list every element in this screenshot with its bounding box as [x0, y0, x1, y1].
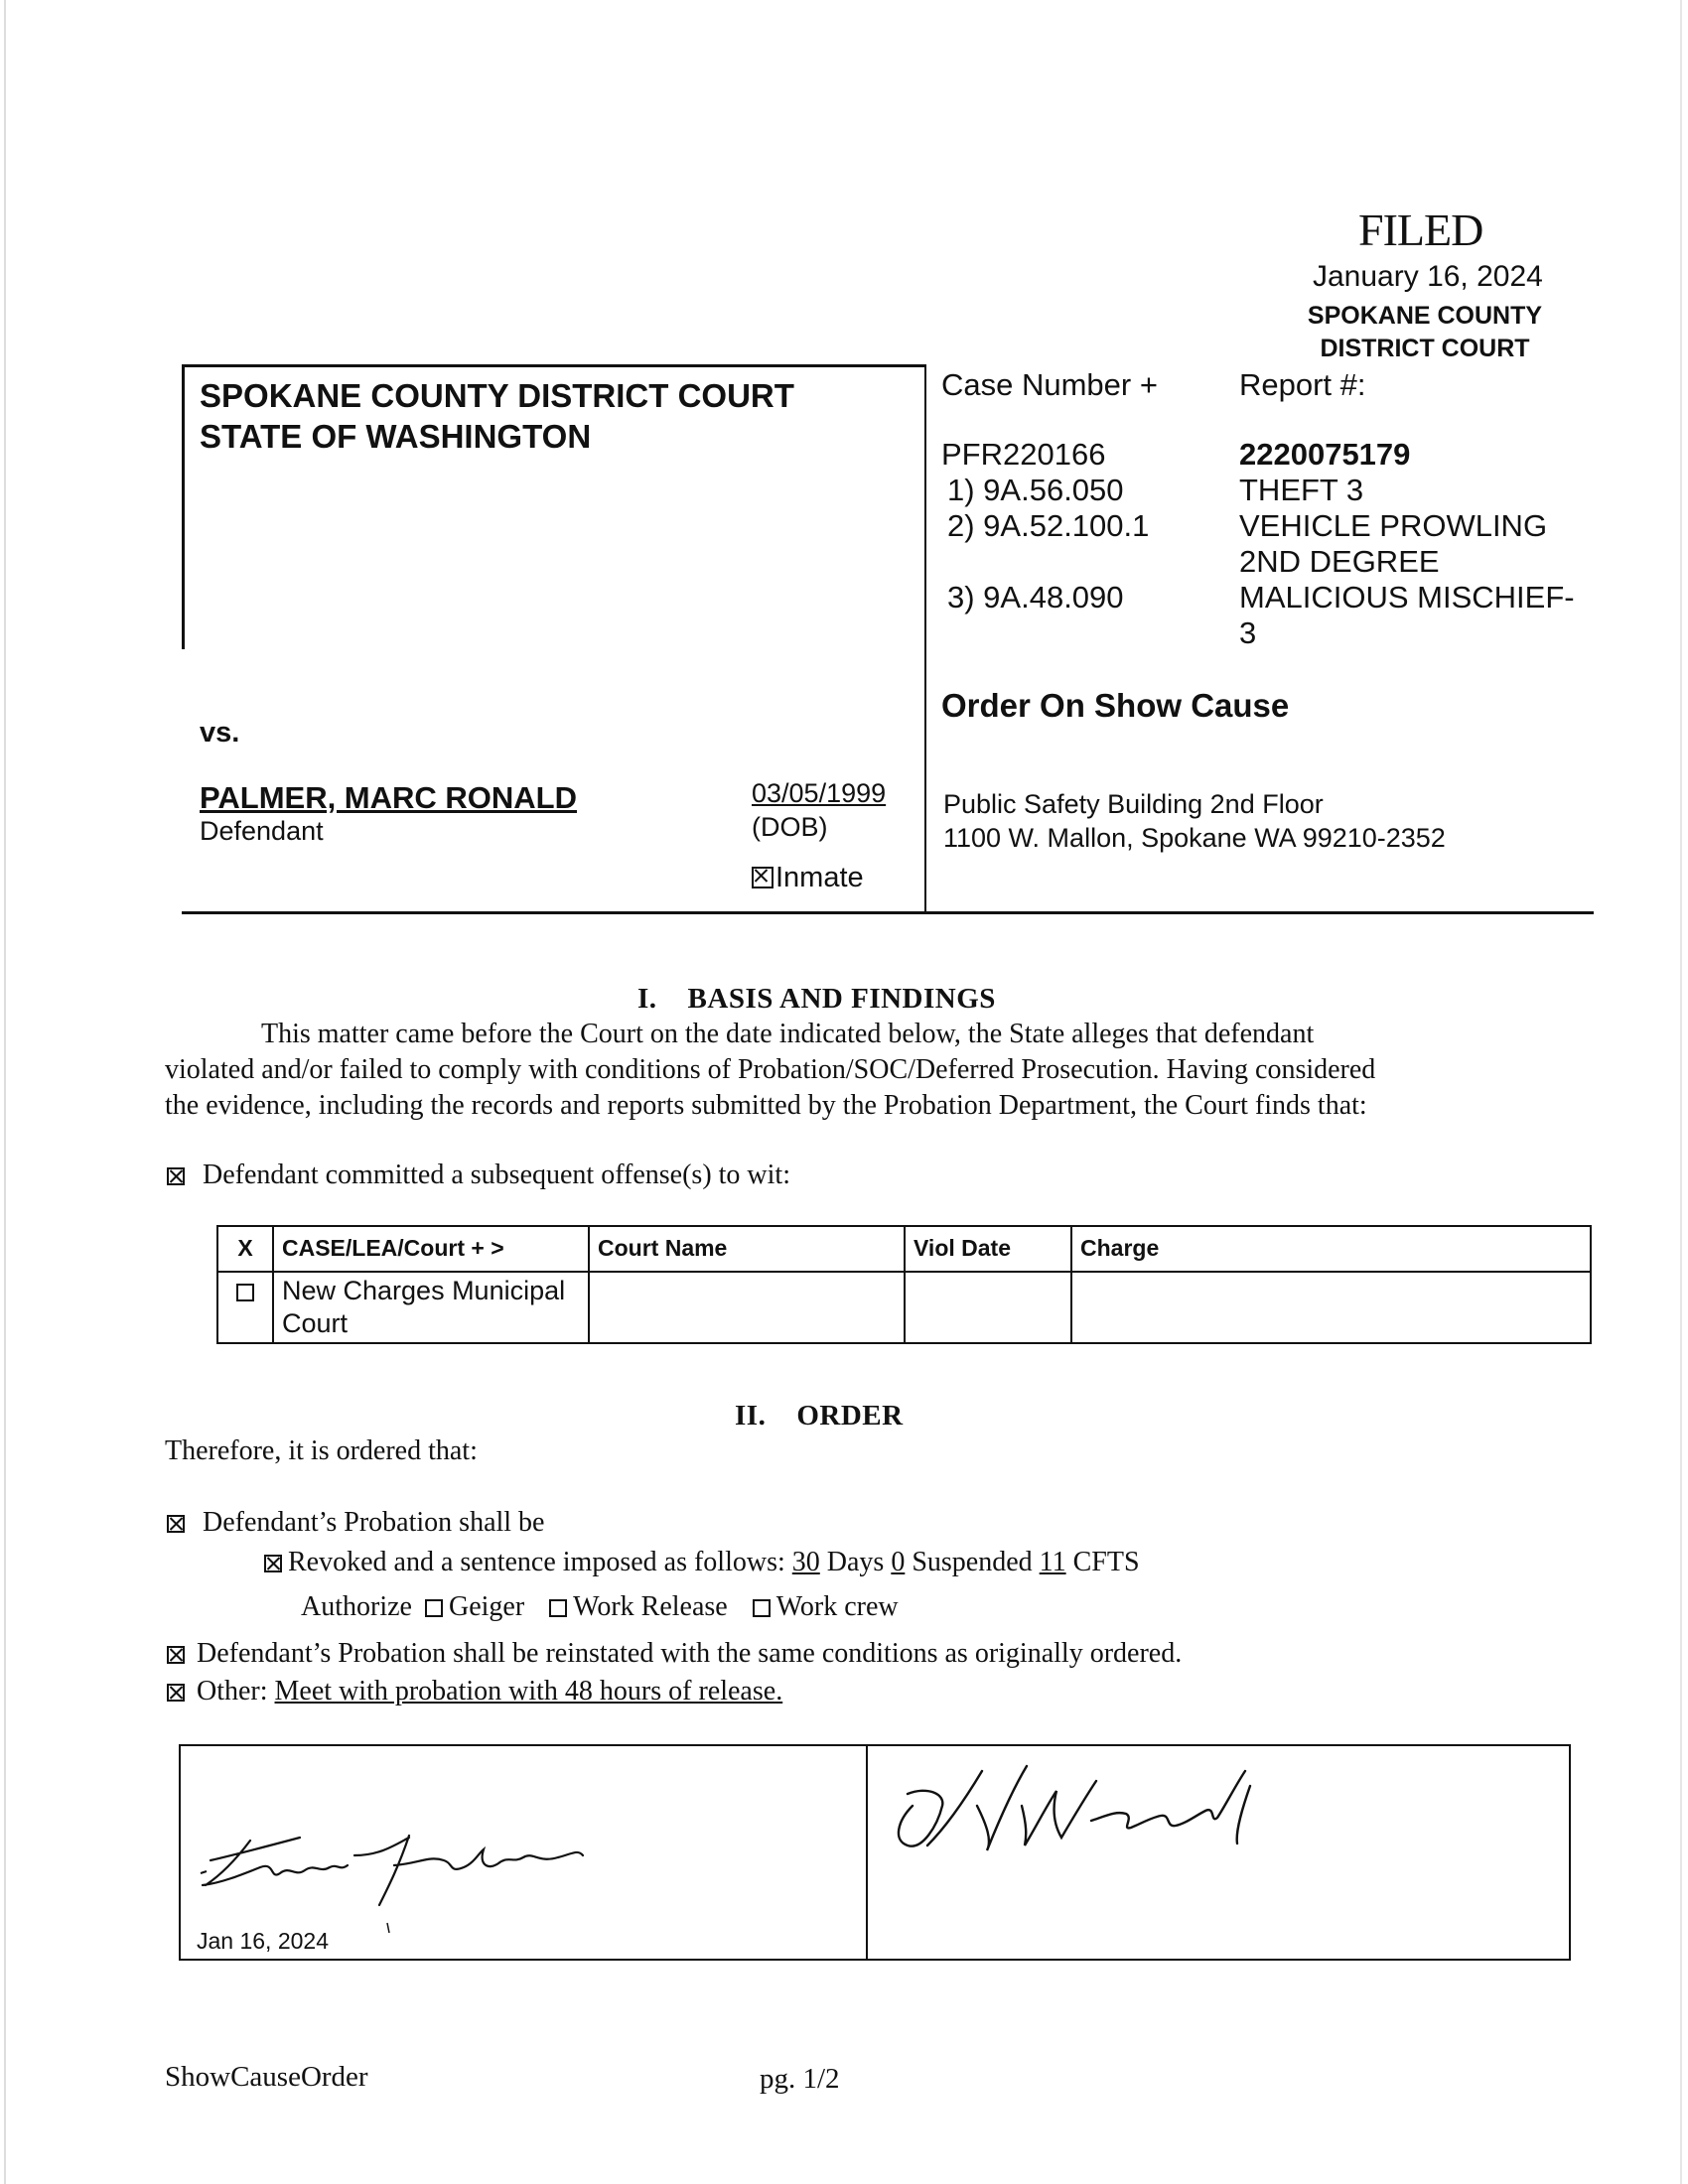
- scan-edge-left: [4, 0, 6, 2184]
- suspended-label: Suspended: [912, 1547, 1033, 1577]
- row-case: New Charges Municipal Court: [273, 1272, 589, 1343]
- address-line1: Public Safety Building 2nd Floor: [943, 789, 1324, 819]
- case-number: PFR220166: [941, 437, 1106, 472]
- work-release-checkbox: [549, 1599, 567, 1617]
- header-bottom-rule: [182, 911, 1594, 914]
- order-probation: [167, 1505, 544, 1541]
- filed-court-line1: SPOKANE COUNTY: [1307, 302, 1543, 330]
- row-viol-date: [905, 1272, 1071, 1343]
- findings-line3: the evidence, including the records and reports submitted by the Probation Department, the Court finds that:: [165, 1090, 1367, 1121]
- revoked-label: Revoked and a sentence imposed as follows:: [288, 1547, 785, 1577]
- offense-table: [216, 1225, 1592, 1344]
- filed-court-line2: DISTRICT COURT: [1320, 335, 1530, 362]
- other-text: Meet with probation with 48 hours of release.: [274, 1676, 783, 1706]
- days-label: Days: [826, 1547, 885, 1577]
- signature-date: Jan 16, 2024: [197, 1928, 330, 1954]
- defendant-name: PALMER, MARC RONALD: [200, 780, 578, 815]
- filed-court: [1281, 300, 1569, 365]
- order-title: Order On Show Cause: [941, 687, 1290, 724]
- judge-signature-box: [179, 1744, 868, 1961]
- days-value: 30: [791, 1547, 820, 1577]
- footer-page: pg. 1/2: [760, 2063, 840, 2095]
- section2-heading: [735, 1400, 904, 1433]
- col-case: CASE/LEA/Court + >: [273, 1226, 589, 1272]
- court-address: [943, 787, 1446, 855]
- col-viol-date: Viol Date: [905, 1226, 1071, 1272]
- geiger-checkbox: [425, 1599, 443, 1617]
- inmate-check-mark: [752, 867, 774, 888]
- section1-number: I.: [637, 983, 657, 1015]
- findings-line2: violated and/or failed to comply with conditions of Probation/SOC/Deferred Prosecution. Having considered: [165, 1054, 1376, 1085]
- authorize-label: Authorize: [301, 1591, 412, 1622]
- suspended-value: 0: [891, 1547, 906, 1577]
- findings-paragraph: [165, 1017, 1585, 1124]
- findings-line1: This matter came before the Court on the date indicated below, the State alleges that defendant: [261, 1019, 1315, 1049]
- order-revoked: [264, 1545, 1140, 1580]
- row-checkbox: [236, 1284, 254, 1301]
- work-release-label: Work Release: [573, 1591, 728, 1622]
- probation-check-mark: [167, 1515, 185, 1533]
- address-line2: 1100 W. Mallon, Spokane WA 99210-2352: [943, 823, 1446, 853]
- filed-stamp: FILED: [1358, 205, 1483, 255]
- defendant-signature: [868, 1746, 1569, 1959]
- report-number: 2220075179: [1239, 437, 1411, 472]
- footer-form-name: ShowCauseOrder: [165, 2061, 368, 2093]
- filed-date: January 16, 2024: [1313, 260, 1543, 293]
- court-box-left: [182, 364, 185, 649]
- charge-2-desc: VEHICLE PROWLING 2ND DEGREE: [1239, 508, 1548, 579]
- defendant-signature-box: [866, 1744, 1571, 1961]
- authorize-options: [301, 1589, 899, 1625]
- court-line1: SPOKANE COUNTY DISTRICT COURT: [200, 377, 794, 414]
- charge-1-statute: 1) 9A.56.050: [947, 473, 1124, 507]
- row-checkbox-cell: [217, 1272, 273, 1343]
- dob-label: (DOB): [752, 812, 828, 842]
- charge-3-statute: 3) 9A.48.090: [947, 580, 1124, 614]
- court-box-top: [182, 364, 926, 367]
- charge-1-desc: THEFT 3: [1239, 473, 1364, 507]
- case-number-label: Case Number +: [941, 367, 1158, 402]
- scan-edge-right: [1680, 0, 1682, 2184]
- row-court-name: [589, 1272, 905, 1343]
- reinstated-text: Defendant’s Probation shall be reinstated with the same conditions as originally ordered.: [197, 1638, 1183, 1669]
- report-label: Report #:: [1239, 367, 1366, 402]
- finding-check-mark: [167, 1167, 185, 1185]
- defendant-label: Defendant: [200, 816, 324, 846]
- revoked-check-mark: [264, 1555, 282, 1572]
- charge-3-desc: MALICIOUS MISCHIEF-3: [1239, 580, 1575, 650]
- work-crew-checkbox: [753, 1599, 771, 1617]
- versus-label: vs.: [200, 717, 240, 749]
- order-reinstated: [167, 1636, 1182, 1672]
- judge-signature: [181, 1746, 866, 1959]
- geiger-label: Geiger: [448, 1591, 525, 1622]
- other-check-mark: [167, 1684, 185, 1702]
- cfts-value: 11: [1039, 1547, 1066, 1577]
- inmate-label: Inmate: [775, 862, 864, 893]
- section2-number: II.: [735, 1400, 767, 1432]
- court-title: [200, 375, 794, 457]
- header-divider: [924, 364, 926, 913]
- court-line2: STATE OF WASHINGTON: [200, 418, 592, 455]
- section2-title: ORDER: [796, 1400, 904, 1432]
- finding-offense-text: Defendant committed a subsequent offense(s) to wit:: [203, 1160, 790, 1190]
- row-charge: [1071, 1272, 1591, 1343]
- probation-label: Defendant’s Probation shall be: [203, 1507, 545, 1538]
- charge-2-statute: 2) 9A.52.100.1: [947, 508, 1150, 543]
- table-row: [217, 1272, 1591, 1343]
- section1-heading: [637, 983, 996, 1016]
- finding-offense: [167, 1158, 790, 1193]
- section1-title: BASIS AND FINDINGS: [687, 983, 996, 1015]
- col-court-name: Court Name: [589, 1226, 905, 1272]
- col-charge: Charge: [1071, 1226, 1591, 1272]
- work-crew-label: Work crew: [775, 1591, 899, 1622]
- order-other: [167, 1674, 782, 1709]
- reinstated-check-mark: [167, 1646, 185, 1664]
- offense-table-header: [217, 1226, 1591, 1272]
- dob-value: 03/05/1999: [752, 778, 887, 808]
- other-label: Other:: [197, 1676, 268, 1706]
- col-x: X: [217, 1226, 273, 1272]
- cfts-label: CFTS: [1072, 1547, 1140, 1577]
- order-intro: Therefore, it is ordered that:: [165, 1435, 478, 1466]
- inmate-checkbox: [752, 862, 864, 894]
